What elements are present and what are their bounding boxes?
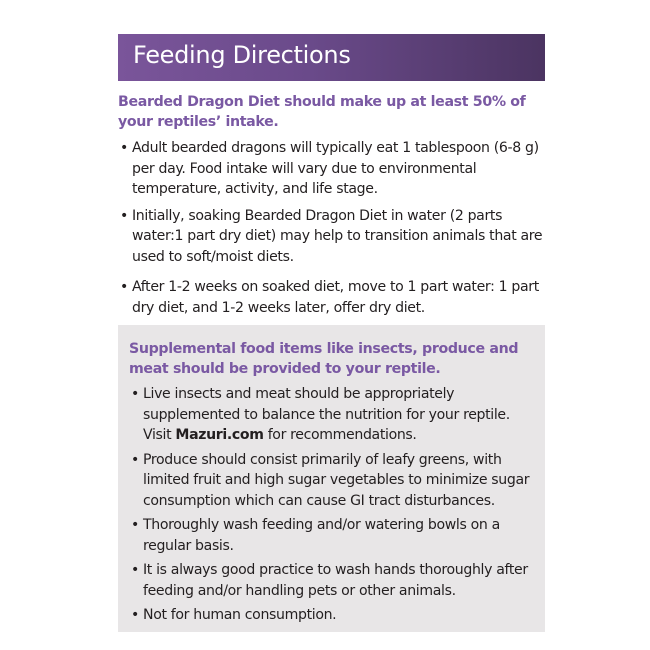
supplemental-lead-text: Supplemental food items like insects, produce and meat should be provided to your reptile. xyxy=(129,341,519,377)
diet-bullet-list xyxy=(118,138,548,318)
mazuri-link-text: Mazuri.com xyxy=(175,427,264,443)
diet-lead-text: Bearded Dragon Diet should make up at least 50% of your reptiles’ intake. xyxy=(118,94,526,130)
bullet-icon: • xyxy=(120,279,128,295)
list-item: • It is always good practice to wash hands thoroughly after feeding and/or handling pets or other animals. xyxy=(131,562,528,599)
bullet-icon: • xyxy=(131,607,139,623)
list-item: • After 1-2 weeks on soaked diet, move to 1 part water: 1 part dry diet, and 1-2 weeks later, offer dry diet. xyxy=(120,279,539,316)
bullet-icon: • xyxy=(120,140,128,156)
supplemental-food-box xyxy=(118,325,545,632)
supplemental-bullet-list xyxy=(129,384,539,626)
diet-section xyxy=(118,92,548,324)
list-item: • Adult bearded dragons will typically eat 1 tablespoon (6-8 g) per day. Food intake will vary due to environmental temperature, activity, and life stage. xyxy=(120,140,539,197)
bullet-icon: • xyxy=(131,386,139,402)
feeding-directions-header xyxy=(118,34,545,81)
bullet-icon: • xyxy=(131,562,139,578)
list-item: • Thoroughly wash feeding and/or watering bowls on a regular basis. xyxy=(131,517,500,554)
list-item: • Produce should consist primarily of leafy greens, with limited fruit and high sugar vegetables to minimize sugar consumption which can cause GI tract disturbances. xyxy=(131,451,530,509)
list-item: • Not for human consumption. xyxy=(129,605,539,626)
list-item: • Live insects and meat should be appropriately supplemented to balance the nutrition for your reptile. Visit Mazuri.com for recommendations. xyxy=(131,386,510,443)
page-title: Feeding Directions xyxy=(133,41,351,69)
bullet-icon: • xyxy=(131,517,139,533)
bullet-icon: • xyxy=(120,207,128,224)
bullet-icon: • xyxy=(131,451,139,468)
list-item: • Initially, soaking Bearded Dragon Diet in water (2 parts water:1 part dry diet) may help to transition animals that are used to soft/moist diets. xyxy=(120,207,543,265)
